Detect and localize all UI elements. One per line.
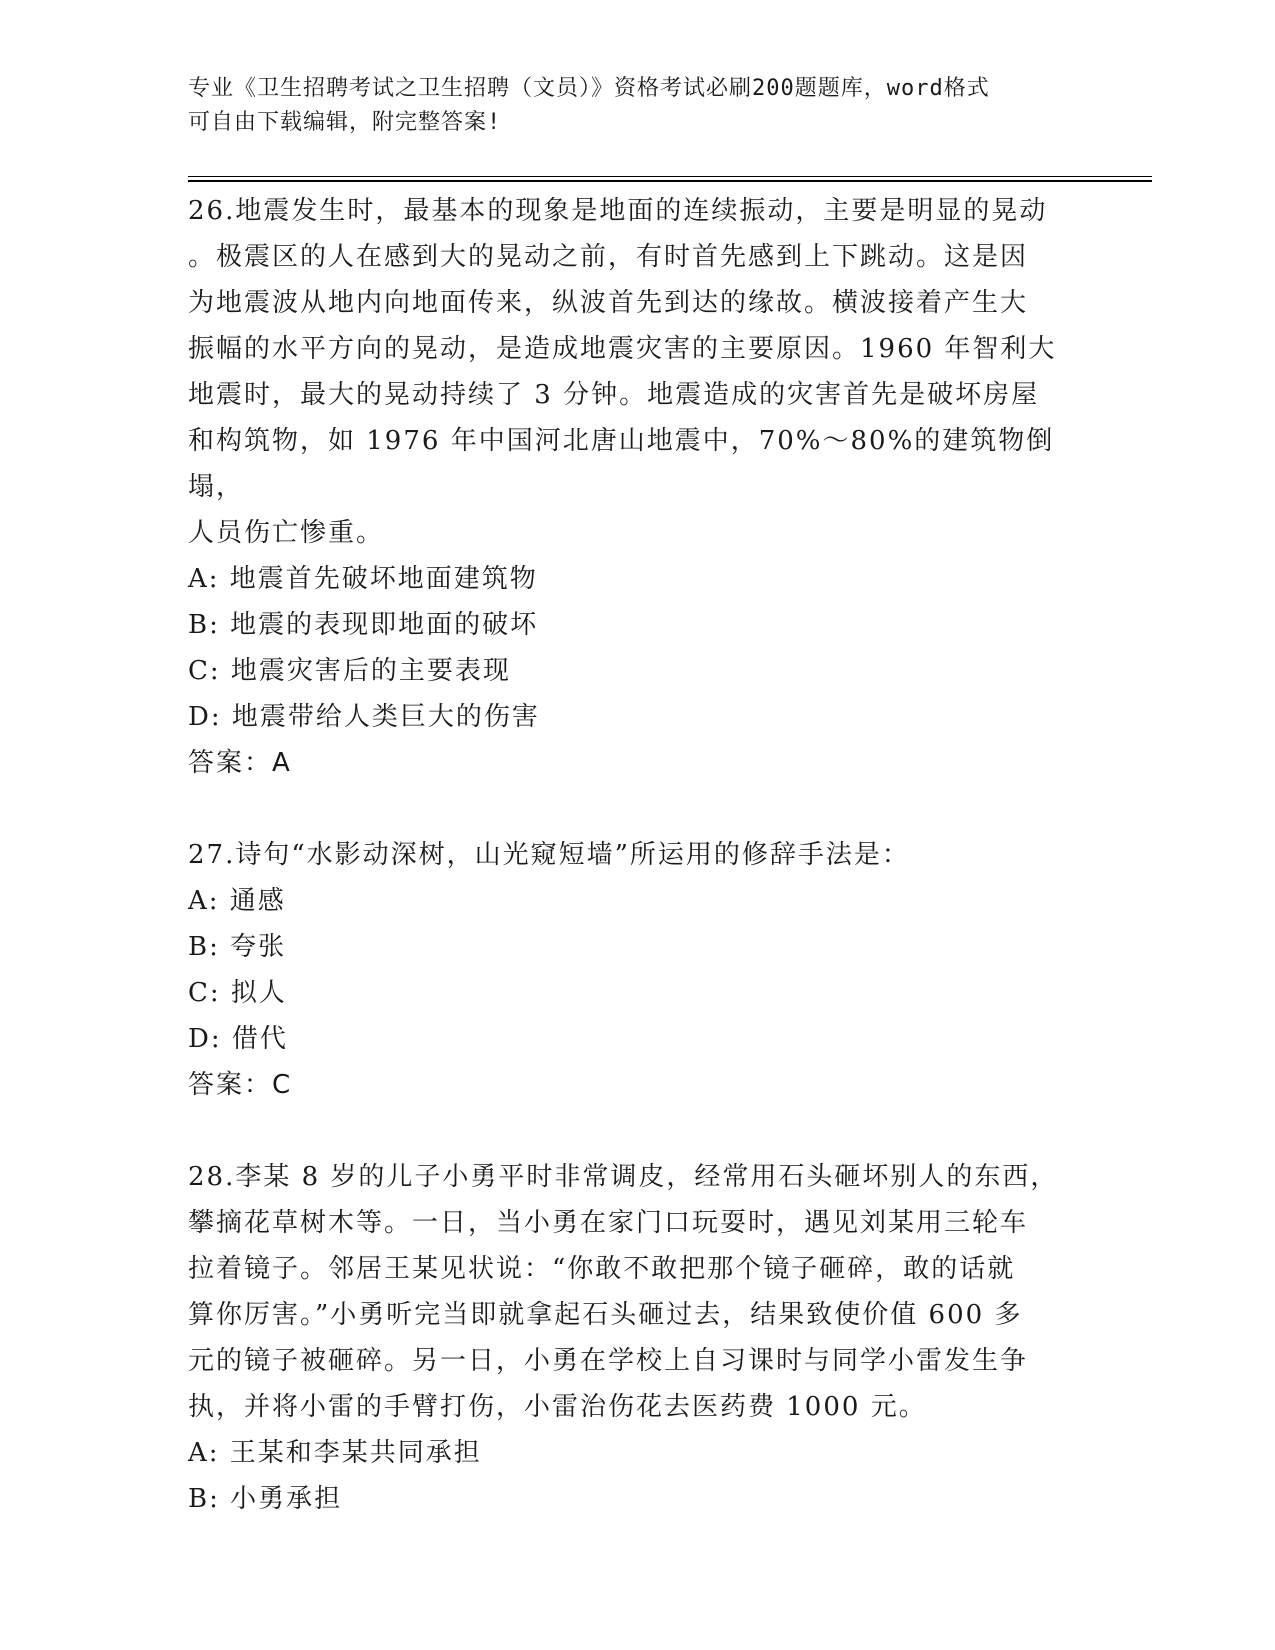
header-title-line-1: 专业《卫生招聘考试之卫生招聘（文员）》资格考试必刷200题题库，word格式 (188, 76, 990, 101)
header-title-line-2: 可自由下载编辑，附完整答案! (188, 110, 502, 135)
question-text-line: 。极震区的人在感到大的晃动之前，有时首先感到上下跳动。这是因 (188, 242, 1029, 272)
question-text-line: 和构筑物，如 1976 年中国河北唐山地震中，70%～80%的建筑物倒塌， (188, 426, 1055, 502)
question-27 (188, 832, 1088, 1108)
question-26 (188, 188, 1088, 786)
question-text-line: 27.诗句“水影动深树，山光窥短墙”所运用的修辞手法是： (188, 840, 910, 870)
question-text-line: 振幅的水平方向的晃动，是造成地震灾害的主要原因。1960 年智利大 (188, 334, 1057, 364)
question-text-line: 26.地震发生时，最基本的现象是地面的连续振动，主要是明显的晃动 (188, 196, 1048, 226)
question-text-line: 算你厉害。”小勇听完当即就拿起石头砸过去，结果致使价值 600 多 (188, 1300, 1023, 1330)
page-header (188, 72, 1088, 140)
question-text-line: 攀摘花草树木等。一日，当小勇在家门口玩耍时，遇见刘某用三轮车 (188, 1208, 1029, 1238)
option-b: B: 地震的表现即地面的破坏 (188, 610, 539, 640)
answer-line: 答案：C (188, 1070, 293, 1100)
option-a: A: 王某和李某共同承担 (188, 1438, 482, 1468)
question-text-line: 拉着镜子。邻居王某见状说：“你敢不敢把那个镜子砸碎，敢的话就 (188, 1254, 1016, 1284)
question-28 (188, 1154, 1088, 1522)
option-c: C: 拟人 (188, 978, 287, 1008)
option-d: D: 地震带给人类巨大的伤害 (188, 702, 540, 732)
option-a: A: 通感 (188, 886, 286, 916)
option-b: B: 小勇承担 (188, 1484, 343, 1514)
spacer (188, 786, 1088, 832)
question-text-line: 地震时，最大的晃动持续了 3 分钟。地震造成的灾害首先是破坏房屋 (188, 380, 1040, 410)
question-text-line: 执，并将小雷的手臂打伤，小雷治伤花去医药费 1000 元。 (188, 1392, 927, 1422)
spacer (188, 1108, 1088, 1154)
option-b: B: 夸张 (188, 932, 287, 962)
question-text-line: 人员伤亡惨重。 (188, 518, 385, 548)
question-list (188, 188, 1088, 1522)
option-c: C: 地震灾害后的主要表现 (188, 656, 511, 686)
header-divider (188, 176, 1152, 182)
question-text-line: 为地震波从地内向地面传来，纵波首先到达的缘故。横波接着产生大 (188, 288, 1029, 318)
option-d: D: 借代 (188, 1024, 288, 1054)
option-a: A: 地震首先破坏地面建筑物 (188, 564, 538, 594)
answer-line: 答案：A (188, 748, 292, 778)
question-text-line: 元的镜子被砸碎。另一日，小勇在学校上自习课时与同学小雷发生争 (188, 1346, 1029, 1376)
question-text-line: 28.李某 8 岁的儿子小勇平时非常调皮，经常用石头砸坏别人的东西， (188, 1162, 1059, 1192)
